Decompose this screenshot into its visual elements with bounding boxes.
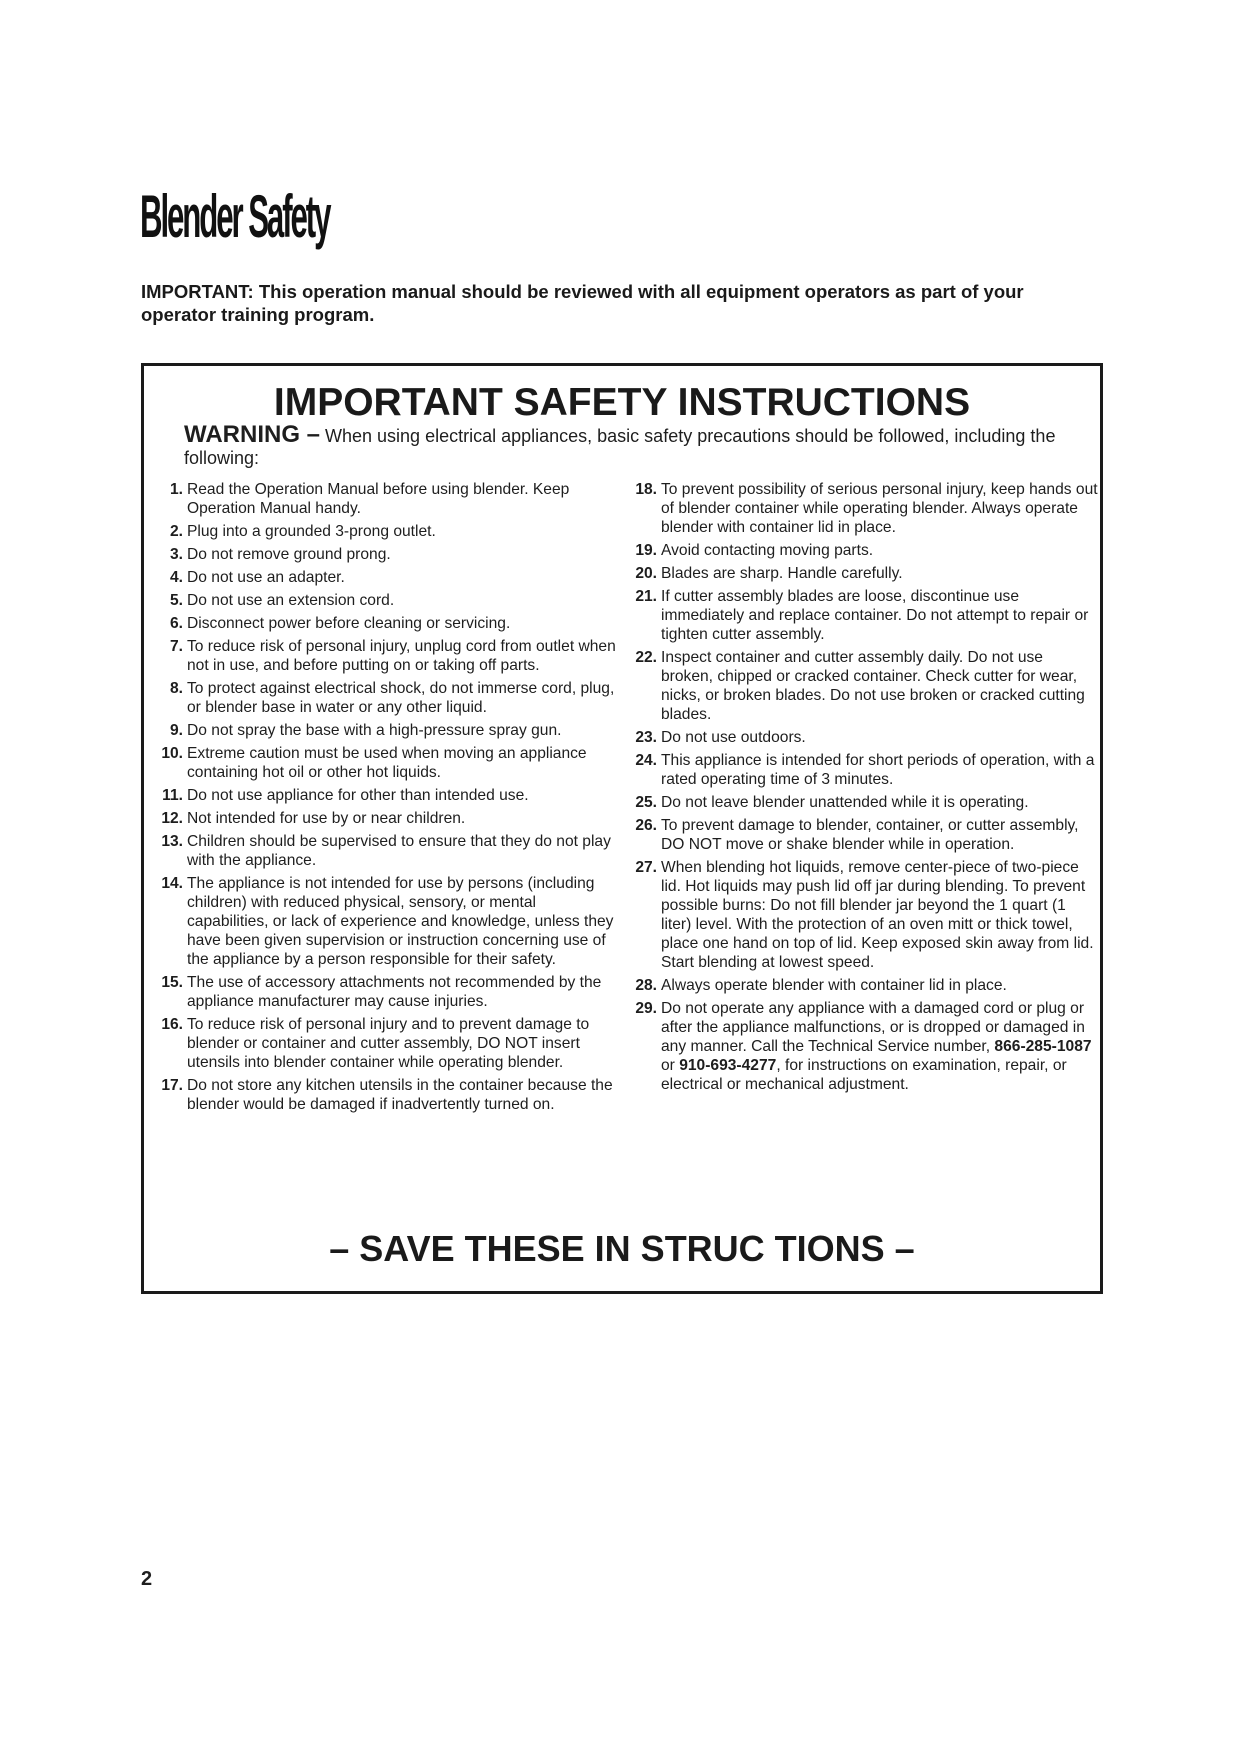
intro-note: IMPORTANT: This operation manual should be reviewed with all equipment operators as part of your operator training program. [141,281,1024,325]
instruction-item: 18. To prevent possibility of serious personal injury, keep hands out of blender container while operating blender. Always operate blender with container lid in place. [635,481,1098,536]
warning-text: When using electrical appliances, basic safety precautions should be followed, including the following: [184,426,1056,468]
instruction-item: 1. Read the Operation Manual before using blender. Keep Operation Manual handy. [169,481,570,517]
page-title: Blender Safety [140,183,330,250]
instruction-item: 14. The appliance is not intended for use by persons (including children) with reduced physical, sensory, or mental capabilities, or lack of experience and knowledge, unless they have been given supervision or instruction concerning use of the appliance by a person responsible for their safety. [161,875,614,968]
instruction-item: 9. Do not spray the base with a high-pressure spray gun. [169,722,562,739]
instruction-item: 2. Plug into a grounded 3-prong outlet. [169,523,436,540]
page-number: 2 [141,1568,153,1590]
instruction-item: 3. Do not remove ground prong. [169,546,391,563]
instruction-item: 15. The use of accessory attachments not recommended by the appliance manufacturer may cause injuries. [161,974,602,1010]
instruction-item: 7. To reduce risk of personal injury, unplug cord from outlet when not in use, and before putting on or taking off parts. [169,638,616,674]
save-instructions-banner: – SAVE THESE IN STRUC TIONS – [329,1228,915,1269]
instruction-item: 17. Do not store any kitchen utensils in the container because the blender would be damaged if inadvertently turned on. [161,1077,613,1113]
instruction-item: 11. Do not use appliance for other than intended use. [162,787,529,804]
instruction-item: 12. Not intended for use by or near children. [161,810,466,827]
instruction-item: 4. Do not use an adapter. [169,569,345,586]
instruction-item: 5. Do not use an extension cord. [169,592,395,609]
instruction-item: 16. To reduce risk of personal injury and to prevent damage to blender or container and cutter assembly, DO NOT insert utensils into blender container while operating blender. [161,1016,590,1071]
instruction-item: 6. Disconnect power before cleaning or servicing. [169,615,511,632]
instruction-item: 20. Blades are sharp. Handle carefully. [635,565,903,582]
left-column [150,480,620,1118]
instruction-item-29: 29. Do not operate any appliance with a damaged cord or plug or after the appliance malfunctions, or is dropped or damaged in any manner. Call the Technical Service number, 866-285-1087 or 910-693-4277, for instructions on examination, repair, or electrical or mechanical adjustment. [635,1000,1092,1093]
instruction-item: 22. Inspect container and cutter assembly daily. Do not use broken, chipped or cracked container. Check cutter for wear, nicks, or broken blades. Do not use broken or cracked cutting blades. [635,649,1085,723]
safety-instructions-box [141,363,1103,1294]
warning-paragraph [184,421,1064,469]
instruction-item: 27. When blending hot liquids, remove center-piece of two-piece lid. Hot liquids may push lid off jar during blending. To prevent possible burns: Do not fill blender jar beyond the 1 quart (1 liter) level. With the protection of an oven mitt or thick towel, place one hand on top of lid. Keep exposed skin away from lid. Start blending at lowest speed. [635,859,1094,971]
instruction-item: 23. Do not use outdoors. [635,729,806,746]
box-heading: IMPORTANT SAFETY INSTRUCTIONS [273,381,971,424]
instruction-item: 10. Extreme caution must be used when moving an appliance containing hot oil or other hot liquids. [161,745,587,781]
instruction-item: 24. This appliance is intended for short periods of operation, with a rated operating time of 3 minutes. [635,752,1095,788]
right-column [624,480,1099,1098]
instruction-item: 8. To protect against electrical shock, do not immerse cord, plug, or blender base in water or any other liquid. [169,680,615,716]
instruction-item: 25. Do not leave blender unattended while it is operating. [635,794,1029,811]
instruction-item: 28. Always operate blender with container lid in place. [635,977,1007,994]
instruction-item: 26. To prevent damage to blender, container, or cutter assembly, DO NOT move or shake blender while in operation. [635,817,1079,853]
instruction-item: 13. Children should be supervised to ensure that they do not play with the appliance. [161,833,611,869]
warning-label: WARNING – [184,421,321,448]
instruction-item: 21. If cutter assembly blades are loose, discontinue use immediately and replace container. Do not attempt to repair or tighten cutter assembly. [635,588,1089,643]
technical-service-phone-1: 866-285-1087 [994,1038,1092,1055]
technical-service-phone-2: 910-693-4277 [679,1057,777,1074]
instruction-item: 19. Avoid contacting moving parts. [635,542,874,559]
